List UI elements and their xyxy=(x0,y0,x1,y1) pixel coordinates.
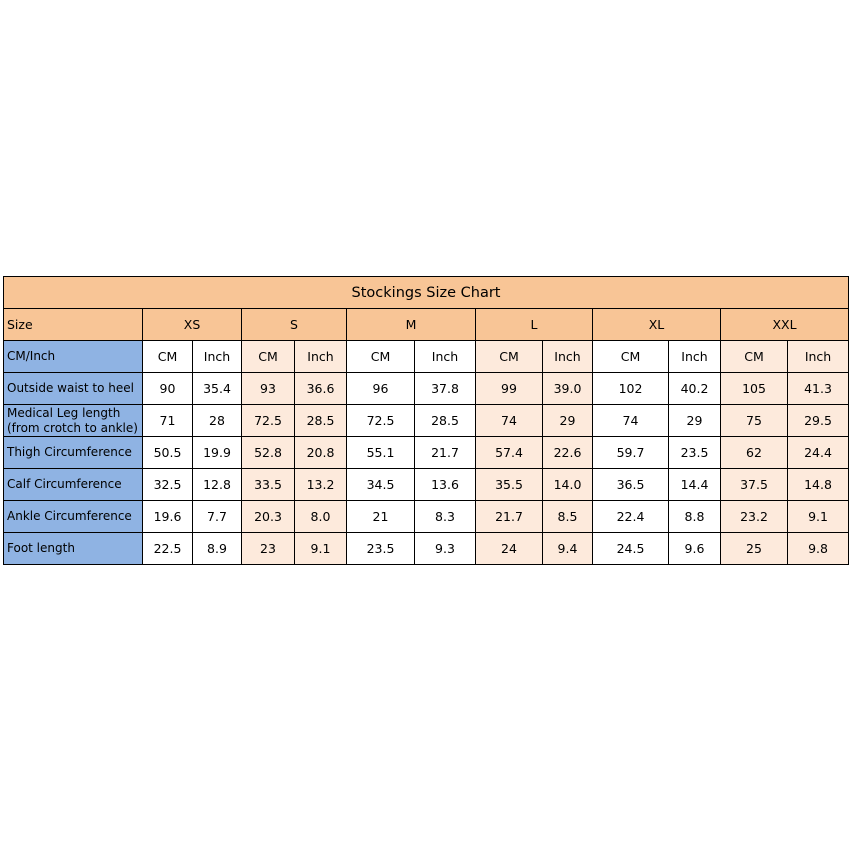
table-cell: 14.0 xyxy=(543,469,593,501)
table-cell: 90 xyxy=(143,373,193,405)
size-header-m: M xyxy=(347,309,476,341)
table-row xyxy=(4,533,849,565)
table-cell: 34.5 xyxy=(347,469,415,501)
unit-header-label: CM/Inch xyxy=(4,341,143,373)
table-cell: 9.3 xyxy=(415,533,476,565)
table-cell: 50.5 xyxy=(143,437,193,469)
table-cell: 23.2 xyxy=(721,501,788,533)
unit-header-xxl-inch: Inch xyxy=(788,341,849,373)
table-cell: 62 xyxy=(721,437,788,469)
unit-header-l-inch: Inch xyxy=(543,341,593,373)
row-label: Thigh Circumference xyxy=(4,437,143,469)
table-cell: 52.8 xyxy=(242,437,295,469)
table-cell: 24 xyxy=(476,533,543,565)
size-header-l: L xyxy=(476,309,593,341)
unit-header-m-inch: Inch xyxy=(415,341,476,373)
row-label: Medical Leg length (from crotch to ankle) xyxy=(4,405,143,437)
table-cell: 99 xyxy=(476,373,543,405)
table-cell: 32.5 xyxy=(143,469,193,501)
table-cell: 36.6 xyxy=(295,373,347,405)
table-cell: 20.8 xyxy=(295,437,347,469)
table-cell: 55.1 xyxy=(347,437,415,469)
table-cell: 35.4 xyxy=(193,373,242,405)
table-cell: 29 xyxy=(669,405,721,437)
table-cell: 25 xyxy=(721,533,788,565)
table-cell: 21 xyxy=(347,501,415,533)
table-cell: 9.1 xyxy=(295,533,347,565)
table-cell: 9.8 xyxy=(788,533,849,565)
table-cell: 39.0 xyxy=(543,373,593,405)
table-cell: 12.8 xyxy=(193,469,242,501)
table-cell: 8.5 xyxy=(543,501,593,533)
table-cell: 29.5 xyxy=(788,405,849,437)
table-cell: 93 xyxy=(242,373,295,405)
table-cell: 36.5 xyxy=(593,469,669,501)
table-cell: 19.6 xyxy=(143,501,193,533)
table-cell: 23.5 xyxy=(669,437,721,469)
size-chart-table xyxy=(3,276,849,565)
table-cell: 8.3 xyxy=(415,501,476,533)
table-cell: 8.8 xyxy=(669,501,721,533)
table-cell: 9.4 xyxy=(543,533,593,565)
table-cell: 57.4 xyxy=(476,437,543,469)
table-cell: 22.5 xyxy=(143,533,193,565)
table-cell: 74 xyxy=(476,405,543,437)
row-label: Ankle Circumference xyxy=(4,501,143,533)
table-cell: 13.6 xyxy=(415,469,476,501)
size-header-label: Size xyxy=(4,309,143,341)
table-row xyxy=(4,373,849,405)
row-label: Outside waist to heel xyxy=(4,373,143,405)
unit-header-row xyxy=(4,341,849,373)
table-cell: 71 xyxy=(143,405,193,437)
table-cell: 40.2 xyxy=(669,373,721,405)
table-cell: 33.5 xyxy=(242,469,295,501)
table-cell: 13.2 xyxy=(295,469,347,501)
table-cell: 21.7 xyxy=(476,501,543,533)
table-cell: 7.7 xyxy=(193,501,242,533)
table-cell: 22.4 xyxy=(593,501,669,533)
table-cell: 23.5 xyxy=(347,533,415,565)
table-row xyxy=(4,469,849,501)
table-cell: 8.9 xyxy=(193,533,242,565)
table-cell: 9.6 xyxy=(669,533,721,565)
table-cell: 102 xyxy=(593,373,669,405)
table-cell: 21.7 xyxy=(415,437,476,469)
table-cell: 14.8 xyxy=(788,469,849,501)
size-header-s: S xyxy=(242,309,347,341)
table-cell: 37.5 xyxy=(721,469,788,501)
table-row xyxy=(4,437,849,469)
table-cell: 24.4 xyxy=(788,437,849,469)
unit-header-s-cm: CM xyxy=(242,341,295,373)
table-cell: 9.1 xyxy=(788,501,849,533)
table-cell: 72.5 xyxy=(347,405,415,437)
table-cell: 96 xyxy=(347,373,415,405)
size-header-xl: XL xyxy=(593,309,721,341)
table-cell: 72.5 xyxy=(242,405,295,437)
table-cell: 24.5 xyxy=(593,533,669,565)
unit-header-xxl-cm: CM xyxy=(721,341,788,373)
table-cell: 37.8 xyxy=(415,373,476,405)
table-cell: 22.6 xyxy=(543,437,593,469)
table-cell: 28.5 xyxy=(295,405,347,437)
table-cell: 20.3 xyxy=(242,501,295,533)
size-header-xs: XS xyxy=(143,309,242,341)
table-cell: 8.0 xyxy=(295,501,347,533)
table-cell: 19.9 xyxy=(193,437,242,469)
unit-header-xl-inch: Inch xyxy=(669,341,721,373)
row-label: Calf Circumference xyxy=(4,469,143,501)
row-label: Foot length xyxy=(4,533,143,565)
unit-header-l-cm: CM xyxy=(476,341,543,373)
table-cell: 105 xyxy=(721,373,788,405)
size-header-xxl: XXL xyxy=(721,309,849,341)
table-cell: 14.4 xyxy=(669,469,721,501)
table-cell: 74 xyxy=(593,405,669,437)
table-cell: 28 xyxy=(193,405,242,437)
table-row xyxy=(4,405,849,437)
table-cell: 59.7 xyxy=(593,437,669,469)
table-cell: 28.5 xyxy=(415,405,476,437)
unit-header-xs-inch: Inch xyxy=(193,341,242,373)
chart-title: Stockings Size Chart xyxy=(4,277,849,309)
table-cell: 35.5 xyxy=(476,469,543,501)
table-row xyxy=(4,501,849,533)
unit-header-xs-cm: CM xyxy=(143,341,193,373)
unit-header-s-inch: Inch xyxy=(295,341,347,373)
size-header-row xyxy=(4,309,849,341)
table-cell: 29 xyxy=(543,405,593,437)
unit-header-m-cm: CM xyxy=(347,341,415,373)
table-cell: 23 xyxy=(242,533,295,565)
table-cell: 75 xyxy=(721,405,788,437)
table-cell: 41.3 xyxy=(788,373,849,405)
unit-header-xl-cm: CM xyxy=(593,341,669,373)
